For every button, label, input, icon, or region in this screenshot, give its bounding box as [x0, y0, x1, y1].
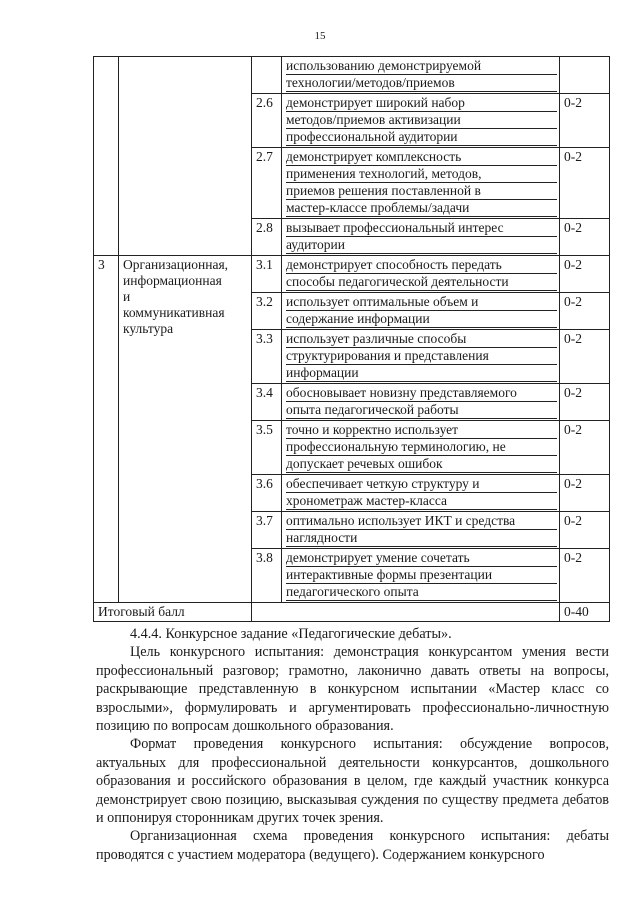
indicator-number-cell: 2.6 [252, 94, 282, 148]
indicator-line: структурирования и представления [286, 348, 557, 365]
paragraph-goal: Цель конкурсного испытания: демонстрация конкурсантом умения вести профессиональный разговор; грамотно, лаконично давать ответы на вопросы, раскрывающие представленную в конкурсном испытании «Мастер класс со взрослыми», формулировать и аргументировать профессионально-личностную позицию по вопросам дошкольного образования. [96, 644, 609, 735]
criterion-name-line: информационная [123, 273, 222, 288]
indicator-line: приемов решения поставленной в [286, 183, 557, 200]
indicator-description-cell [282, 330, 560, 384]
indicator-line: демонстрирует способность передать [286, 257, 557, 274]
criterion-number-cell [94, 57, 119, 256]
indicator-number-cell: 2.7 [252, 148, 282, 219]
paragraph-format: Формат проведения конкурсного испытания: обсуждение вопросов, актуальных для профессиональной деятельности конкурсантов, дошкольного образования и российского образования в целом, где каждый участник конкурса демонстрирует свою позицию, высказывая суждения по существу предмета дебатов и оппонируя сторонникам других точек зрения. [96, 736, 609, 827]
indicator-number-cell: 3.1 [252, 256, 282, 293]
indicator-line: использует различные способы [286, 331, 557, 348]
criterion-name-line: культура [123, 321, 174, 336]
score-cell: 0-2 [560, 256, 610, 293]
indicator-line: обосновывает новизну представляемого [286, 385, 557, 402]
indicator-line: интерактивные формы презентации [286, 567, 557, 584]
indicator-line: профессиональной аудитории [286, 129, 557, 146]
indicator-description-cell [282, 293, 560, 330]
indicator-line: допускает речевых ошибок [286, 456, 557, 473]
body-text [96, 625, 609, 864]
total-row [94, 603, 610, 622]
indicator-line: обеспечивает четкую структуру и [286, 476, 557, 493]
score-cell: 0-2 [560, 384, 610, 421]
indicator-number-cell: 3.6 [252, 475, 282, 512]
total-empty-cell [252, 603, 560, 622]
indicator-description-cell [282, 219, 560, 256]
score-cell: 0-2 [560, 512, 610, 549]
total-score: 0-40 [560, 603, 610, 622]
indicator-line: оптимально использует ИКТ и средства [286, 513, 557, 530]
indicator-description-cell [282, 148, 560, 219]
indicator-line: способы педагогической деятельности [286, 274, 557, 291]
indicator-description-cell [282, 57, 560, 94]
indicator-line: информации [286, 365, 557, 382]
criterion-name-cell [119, 256, 252, 603]
indicator-line: демонстрирует комплексность [286, 149, 557, 166]
indicator-line: хронометраж мастер-класса [286, 493, 557, 510]
criterion-name-line: коммуникативная [123, 305, 225, 320]
score-cell: 0-2 [560, 219, 610, 256]
section-heading: 4.4.4. Конкурсное задание «Педагогические дебаты». [130, 626, 452, 642]
indicator-line: вызывает профессиональный интерес [286, 220, 557, 237]
indicator-description-cell [282, 512, 560, 549]
indicator-description-cell [282, 549, 560, 603]
score-cell: 0-2 [560, 94, 610, 148]
score-cell: 0-2 [560, 330, 610, 384]
indicator-line: опыта педагогической работы [286, 402, 557, 419]
indicator-number-cell: 2.8 [252, 219, 282, 256]
indicator-line: технологии/методов/приемов [286, 75, 557, 92]
indicator-line: использует оптимальные объем и [286, 294, 557, 311]
indicator-line: педагогического опыта [286, 584, 557, 601]
indicator-line: использованию демонстрируемой [286, 58, 557, 75]
indicator-description-cell [282, 421, 560, 475]
indicator-number-cell: 3.3 [252, 330, 282, 384]
indicator-line: точно и корректно использует [286, 422, 557, 439]
score-cell: 0-2 [560, 421, 610, 475]
indicator-description-cell [282, 256, 560, 293]
criterion-name-line: Организационная, [123, 257, 229, 272]
indicator-line: методов/приемов активизации [286, 112, 557, 129]
indicator-description-cell [282, 475, 560, 512]
score-cell [560, 57, 610, 94]
score-cell: 0-2 [560, 148, 610, 219]
indicator-number-cell: 3.2 [252, 293, 282, 330]
indicator-number-cell [252, 57, 282, 94]
page-number: 15 [314, 30, 326, 42]
indicator-line: применения технологий, методов, [286, 166, 557, 183]
indicator-description-cell [282, 384, 560, 421]
indicator-number-cell: 3.4 [252, 384, 282, 421]
indicator-line: демонстрирует широкий набор [286, 95, 557, 112]
indicator-description-cell [282, 94, 560, 148]
indicator-line: содержание информации [286, 311, 557, 328]
criterion-name-line: и [123, 289, 131, 304]
total-label: Итоговый балл [94, 603, 252, 622]
score-cell: 0-2 [560, 293, 610, 330]
table-row [94, 256, 610, 293]
indicator-number-cell: 3.8 [252, 549, 282, 603]
indicator-line: демонстрирует умение сочетать [286, 550, 557, 567]
indicator-line: аудитории [286, 237, 557, 254]
indicator-number-cell: 3.5 [252, 421, 282, 475]
indicator-line: мастер-классе проблемы/задачи [286, 200, 557, 217]
criterion-number-cell: 3 [94, 256, 119, 603]
criteria-table [93, 56, 610, 622]
indicator-line: наглядности [286, 530, 557, 547]
criterion-name-cell [119, 57, 252, 256]
indicator-line: профессиональную терминологию, не [286, 439, 557, 456]
paragraph-scheme: Организационная схема проведения конкурсного испытания: дебаты проводятся с участием модератора (ведущего). Содержанием конкурсного [96, 828, 609, 863]
table-row [94, 57, 610, 94]
indicator-number-cell: 3.7 [252, 512, 282, 549]
score-cell: 0-2 [560, 549, 610, 603]
score-cell: 0-2 [560, 475, 610, 512]
